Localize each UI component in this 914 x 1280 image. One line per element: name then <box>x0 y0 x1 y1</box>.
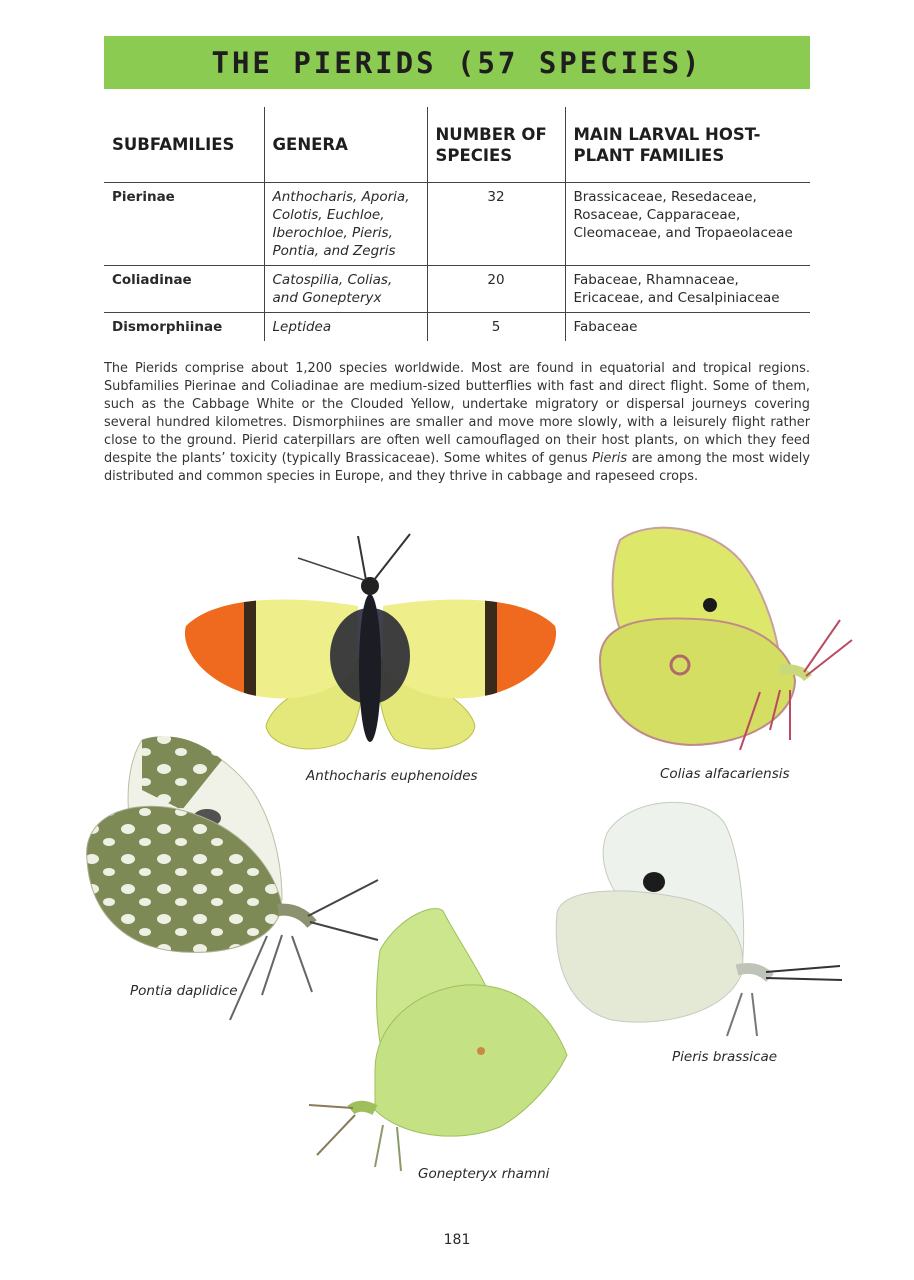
header-number-of-species: NUMBER OF SPECIES <box>427 107 565 183</box>
anthocharis-euphenoides-image <box>178 528 563 758</box>
intro-text-start: The Pierids comprise about 1,200 species worldwide. Most are found in equatorial and tropical regions. Subfamilies Pierinae and Coliadinae are medium-sized butterflies with fast and direct flight. Some of them, such as the Cabbage White or the Clouded Yellow, undertake migratory or dispersal journeys covering several hundred kilometres. Dismorphiines are smaller and move more slowly, with a leisurely flight rather close to the ground. Pierid caterpillars are often well camouflaged on their host plants, on which they feed despite the plants’ toxicity (typically Brassicaceae). Some whites of genus <box>104 361 810 466</box>
row-genera: Leptidea <box>264 313 427 342</box>
table-row <box>104 313 810 342</box>
header-genera: GENERA <box>264 107 427 183</box>
pierids-table <box>104 107 810 341</box>
row-count: 20 <box>427 266 565 313</box>
table-row <box>104 266 810 313</box>
row-genera: Catospilia, Colias, and Gonepteryx <box>264 266 427 313</box>
pieris-brassicae-image <box>552 798 847 1043</box>
table-header-row <box>104 107 810 183</box>
header-subfamilies: SUBFAMILIES <box>104 107 264 183</box>
intro-genus: Pieris <box>592 451 628 466</box>
row-genera: Anthocharis, Aporia, Colotis, Euchloe, Iberochloe, Pieris, Pontia, and Zegris <box>264 183 427 266</box>
row-subfamily: Coliadinae <box>104 266 264 313</box>
row-subfamily: Dismorphiinae <box>112 319 223 335</box>
row-hosts: Fabaceae, Rhamnaceae, Ericaceae, and Cesalpiniaceae <box>565 266 810 313</box>
title-bar <box>104 36 810 89</box>
table-row <box>104 183 810 266</box>
caption-gonepteryx: Gonepteryx rhamni <box>418 1166 550 1182</box>
row-subfamily: Pierinae <box>104 183 264 266</box>
gonepteryx-rhamni-image <box>305 905 570 1177</box>
page-title: THE PIERIDS (57 SPECIES) <box>211 45 703 80</box>
caption-colias: Colias alfacariensis <box>660 766 790 782</box>
caption-pieris: Pieris brassicae <box>672 1049 778 1065</box>
intro-text-end: are among the most widely distributed and common species in Europe, and they thrive in cabbage and rapeseed crops. <box>104 451 810 484</box>
caption-pontia: Pontia daplidice <box>130 983 238 999</box>
caption-anthocharis: Anthocharis euphenoides <box>306 768 478 784</box>
row-count: 32 <box>427 183 565 266</box>
row-hosts: Brassicaceae, Resedaceae, Rosaceae, Capparaceae, Cleomaceae, and Tropaeolaceae <box>565 183 810 266</box>
header-host-plants: MAIN LARVAL HOST-PLANT FAMILIES <box>565 107 810 183</box>
page-number: 181 <box>443 1232 471 1248</box>
intro-paragraph <box>104 360 810 486</box>
row-hosts: Fabaceae <box>565 313 810 342</box>
row-count: 5 <box>427 313 565 342</box>
colias-alfacariensis-image <box>590 520 860 765</box>
